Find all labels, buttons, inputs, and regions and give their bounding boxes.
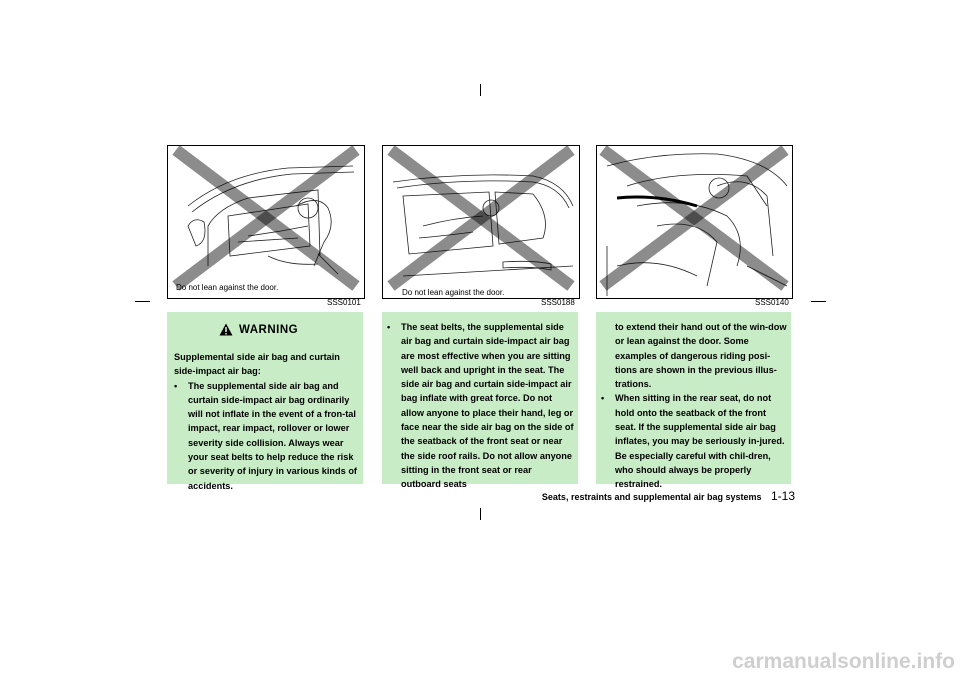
warning-title: WARNING: [239, 324, 299, 336]
middle-box: [382, 312, 578, 490]
footer-section-title: Seats, restraints and supplemental air bag systems: [541, 492, 762, 502]
right-bullet: [601, 391, 788, 491]
warning-text: [174, 350, 360, 493]
figure-rear-seat-lean: [596, 145, 793, 299]
crop-mark-left: [135, 301, 150, 302]
watermark: carmanualsonline.info: [732, 650, 955, 673]
middle-text: [387, 320, 574, 492]
warning-bullet: [174, 379, 360, 493]
figure-side-window-lean: [382, 145, 580, 299]
right-continuation: to extend their hand out of the win-dow or lean against the door. Some examples of dangerous riding posi-tions are shown in the previous illus-trations.: [615, 322, 787, 390]
bullet-dot: •: [387, 322, 391, 332]
crop-mark-right: [811, 301, 826, 302]
warning-intro: Supplemental side air bag and curtain side-impact air bag:: [174, 352, 340, 377]
page-footer: [510, 487, 795, 505]
crop-mark-bottom: [480, 508, 481, 520]
right-bullet-text: When sitting in the rear seat, do not hold onto the seatback of the front seat. If the supplemental side air bag inflates, you may be seriously in-jured. Be especially careful with chil-dren, who should always be properly restrained.: [615, 393, 785, 490]
footer-page-number: 1-13: [770, 489, 795, 503]
right-text: [601, 320, 788, 492]
bullet-dot: •: [174, 380, 178, 391]
crop-mark-top: [480, 84, 481, 96]
figure-front-seat-door-lean: [167, 145, 365, 299]
illustration-rear-seat: [597, 146, 792, 298]
figure-caption: Do not lean against the door.: [402, 288, 505, 297]
illustration-front-seat: [168, 146, 364, 298]
right-box: [596, 312, 791, 490]
warning-triangle-icon: [219, 323, 233, 336]
illustration-side-window: [383, 146, 579, 298]
figure-code: SSS0188: [541, 298, 575, 307]
warning-box: [167, 312, 363, 491]
middle-bullet-text: The seat belts, the supplemental side air bag and curtain side-impact air bag are most effective when you are sitting well back and upright in the seat. The side air bag and curtain side-impact air bag inflate with great force. Do not allow anyone to place their hand, leg or face near the side air bag on the side of the seatback of the front seat or near the side roof rails. Do not allow anyone sitting in the front seat or rear outboard seats: [401, 322, 574, 490]
figure-code: SSS0101: [327, 298, 361, 307]
warning-bullet-text: The supplemental side air bag and curtain side-impact air bag ordinarily will not inflate in the event of a fron-tal impact, rear impact, rollover or lower severity side collision. Always wear your seat belts to help reduce the risk or severity of injury in various kinds of accidents.: [188, 380, 357, 491]
middle-bullet: [387, 320, 574, 492]
figure-caption: Do not lean against the door.: [176, 283, 279, 292]
figure-code: SSS0140: [755, 298, 789, 307]
bullet-dot: •: [601, 393, 605, 404]
